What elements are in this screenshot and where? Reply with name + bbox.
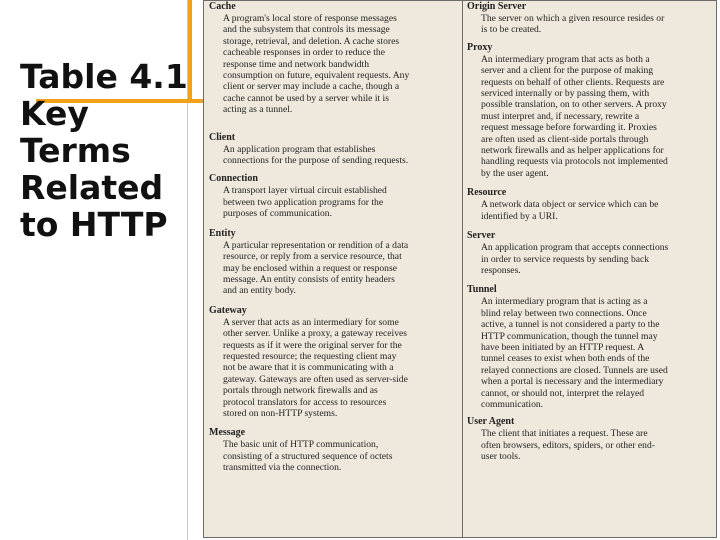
term-entry xyxy=(467,230,713,276)
definition-line: requests on behalf of other clients. Requests are xyxy=(481,76,665,88)
definition-line: gateway. Gateways are often used as server-side xyxy=(223,373,408,385)
definition-line: requests as if it were the original server for the xyxy=(223,339,402,351)
term-name: Message xyxy=(209,427,246,439)
term-name: Tunnel xyxy=(467,284,497,296)
term-name: Client xyxy=(209,131,236,143)
definition-line: A transport layer virtual circuit established xyxy=(223,185,387,197)
definition-line: and the subsystem that controls its message xyxy=(223,24,390,36)
definition-line: network firewalls and as helper applications for xyxy=(481,145,664,157)
term-entry xyxy=(209,305,453,420)
slide-title-line: Table 4.1 xyxy=(20,57,188,96)
definition-line: other server. Unlike a proxy, a gateway receives xyxy=(223,328,407,340)
definition-line: portals through network firewalls and as xyxy=(223,385,378,397)
definition-line: transmitted via the connection. xyxy=(223,462,342,474)
definition-line: are often used as client-side portals through xyxy=(481,133,649,145)
definition-line: identified by a URI. xyxy=(481,210,558,222)
term-name: Connection xyxy=(209,173,258,185)
slide-title-line: Related xyxy=(20,168,164,207)
term-name: User Agent xyxy=(467,416,515,428)
definition-line: A server that acts as an intermediary for some xyxy=(223,316,399,328)
definition-line: connections for the purpose of sending requests. xyxy=(223,155,409,167)
definition-line: protocol translators for access to resources xyxy=(223,396,387,408)
term-entry xyxy=(209,132,453,167)
definition-line: A network data object or service which can be xyxy=(481,199,659,211)
term-name: Server xyxy=(467,230,496,242)
term-entry xyxy=(209,1,453,116)
term-definition xyxy=(209,317,453,420)
term-entry xyxy=(209,173,453,219)
term-entry xyxy=(209,427,453,473)
term-name: Cache xyxy=(209,1,236,12)
definition-line: purposes of communication. xyxy=(223,208,332,220)
term-definition xyxy=(467,199,713,222)
definition-line: between two application programs for the xyxy=(223,196,384,208)
definition-line: stored on non-HTTP systems. xyxy=(223,407,338,419)
term-definition xyxy=(467,13,713,36)
table-column-separator xyxy=(462,1,463,537)
term-definition xyxy=(209,144,453,167)
definition-line: user tools. xyxy=(481,451,521,463)
terms-table xyxy=(203,0,717,538)
term-definition xyxy=(209,185,453,219)
term-name: Proxy xyxy=(467,41,493,53)
term-definition xyxy=(467,296,713,410)
definition-line: possible translation, on to other servers. A proxy xyxy=(481,99,667,111)
term-name: Entity xyxy=(209,227,236,239)
definition-line: consumption on future, equivalent requests. Any xyxy=(223,70,410,82)
definition-line: The basic unit of HTTP communication, xyxy=(223,439,379,451)
definition-line: cache cannot be used by a server while it is xyxy=(223,92,389,104)
term-definition xyxy=(209,240,453,297)
slide-title-line: to HTTP xyxy=(20,205,168,244)
definition-line: An application program that establishes xyxy=(223,143,376,155)
definition-line: must interpret and, if necessary, rewrite a xyxy=(481,110,640,122)
definition-line: is to be created. xyxy=(481,24,542,36)
definition-line: storage, retrieval, and deletion. A cache stores xyxy=(223,35,400,47)
slide-title-line: Terms xyxy=(20,131,131,170)
definition-line: acting as a tunnel. xyxy=(223,104,293,116)
term-entry xyxy=(467,284,713,410)
definition-line: by the user agent. xyxy=(481,167,549,179)
definition-line: and an entity body. xyxy=(223,285,296,297)
definition-line: have been initiated by an HTTP request. A xyxy=(481,341,645,353)
definition-line: client or server may include a cache, though a xyxy=(223,81,400,93)
definition-line: An intermediary program that acts as both a xyxy=(481,53,650,65)
term-definition xyxy=(209,439,453,473)
term-name: Gateway xyxy=(209,304,247,316)
definition-line: The client that initiates a request. These are xyxy=(481,428,648,440)
definition-line: An application program that accepts connections xyxy=(481,242,669,254)
term-entry xyxy=(467,187,713,222)
table-right-column xyxy=(467,1,713,463)
definition-line: requested resource; the requesting client may xyxy=(223,350,397,362)
definition-line: A particular representation or rendition of a data xyxy=(223,239,409,251)
definition-line: handling requests via protocols not implemented xyxy=(481,156,668,168)
definition-line: A program's local store of response messages xyxy=(223,13,397,24)
definition-line: blind relay between two connections. Once xyxy=(481,307,647,319)
definition-line: An intermediary program that is acting as a xyxy=(481,296,648,308)
term-definition xyxy=(209,13,453,116)
definition-line: message. An entity consists of entity headers xyxy=(223,273,395,285)
definition-line: not be aware that it is communicating with a xyxy=(223,362,394,374)
definition-line: consisting of a structured sequence of octets xyxy=(223,450,393,462)
definition-line: when a portal is necessary and the intermediary xyxy=(481,376,664,388)
definition-line: response time and network bandwidth xyxy=(223,58,370,70)
definition-line: relayed connections are closed. Tunnels are used xyxy=(481,364,668,376)
definition-line: may be enclosed within a request or response xyxy=(223,262,397,274)
term-entry xyxy=(467,416,713,462)
definition-line: serviced internally or by passing them, with xyxy=(481,88,650,100)
definition-line: cannot, or should not, interpret the relayed xyxy=(481,387,645,399)
definition-line: cacheable responses in order to reduce the xyxy=(223,47,385,59)
term-name: Origin Server xyxy=(467,1,527,12)
term-definition xyxy=(467,242,713,276)
definition-line: tunnel ceases to exist when both ends of the xyxy=(481,353,650,365)
slide-title-line: Key xyxy=(20,94,89,133)
definition-line: request message before forwarding it. Proxies xyxy=(481,122,657,134)
term-entry xyxy=(467,1,713,36)
definition-line: responses. xyxy=(481,264,521,276)
definition-line: resource, or reply from a service resource, that xyxy=(223,251,402,263)
term-name: Resource xyxy=(467,187,507,199)
definition-line: communication. xyxy=(481,398,544,410)
definition-line: The server on which a given resource resides or xyxy=(481,13,665,24)
definition-line: often browsers, editors, spiders, or other end- xyxy=(481,439,655,451)
term-entry xyxy=(209,228,453,297)
definition-line: in order to service requests by sending back xyxy=(481,253,650,265)
table-left-column xyxy=(209,1,453,474)
term-definition xyxy=(467,428,713,462)
slide-title xyxy=(20,58,195,243)
term-definition xyxy=(467,54,713,179)
definition-line: active, a tunnel is not considered a party to the xyxy=(481,319,660,331)
definition-line: server and a client for the purpose of making xyxy=(481,65,654,77)
definition-line: HTTP communication, though the tunnel may xyxy=(481,330,658,342)
term-entry xyxy=(467,42,713,179)
